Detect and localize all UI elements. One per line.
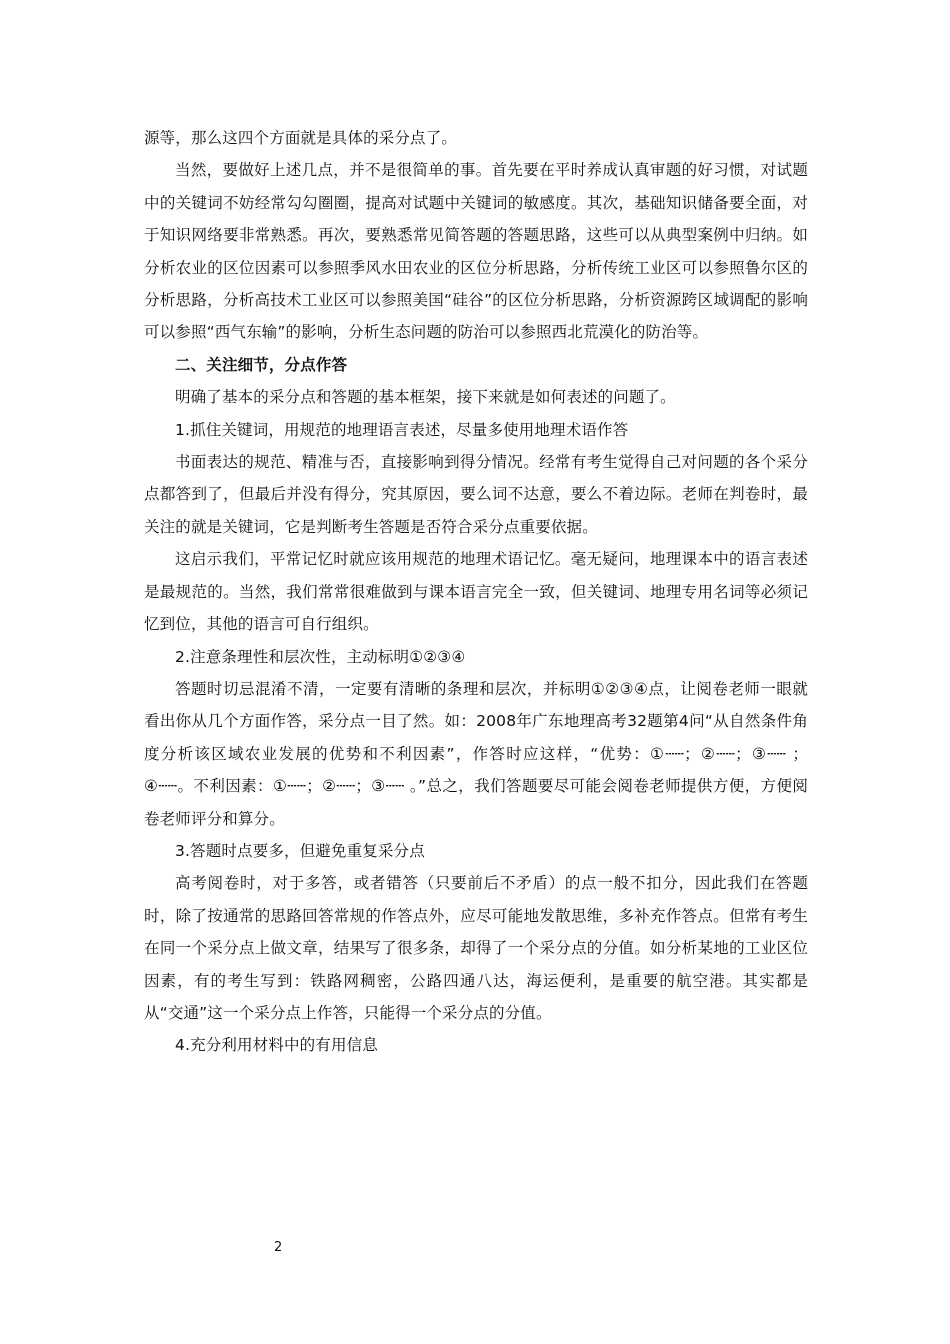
- page-number: 2: [274, 1240, 283, 1255]
- paragraph: 明确了基本的采分点和答题的基本框架，接下来就是如何表述的问题了。: [175, 388, 676, 407]
- subheading: 3.答题时点要多，但避免重复采分点: [175, 841, 425, 860]
- paragraph: 书面表达的规范、精准与否，直接影响到得分情况。经常有考生觉得自己对问题的各个采分点都答到了，但最后并没有得分，究其原因，要么词不达意，要么不着边际。老师在判卷时，最关注的就是关键词，它是判断考生答题是否符合采分点重要依据。: [144, 453, 808, 536]
- paragraph: 高考阅卷时，对于多答，或者错答（只要前后不矛盾）的点一般不扣分，因此我们在答题时，除了按通常的思路回答常规的作答点外，应尽可能地发散思维，多补充作答点。但常有考生在同一个采分点上做文章，结果写了很多条，却得了一个采分点的分值。如分析某地的工业区位因素，有的考生写到：铁路网稠密，公路四通八达，海运便利，是重要的航空港。其实都是从“交通”这一个采分点上作答，只能得一个采分点的分值。: [144, 874, 808, 1022]
- paragraph: 这启示我们，平常记忆时就应该用规范的地理术语记忆。毫无疑问，地理课本中的语言表述是最规范的。当然，我们常常很难做到与课本语言完全一致，但关键词、地理专用名词等必须记忆到位，其他的语言可自行组织。: [144, 550, 808, 634]
- section-heading: 二、关注细节，分点作答: [175, 355, 348, 374]
- document-body: [144, 122, 808, 1062]
- subheading: 4.充分利用材料中的有用信息: [175, 1036, 378, 1055]
- paragraph-continued: 源等，那么这四个方面就是具体的采分点了。: [144, 129, 458, 147]
- paragraph: 当然，要做好上述几点，并不是很简单的事。首先要在平时养成认真审题的好习惯，对试题中的关键词不妨经常勾勾圈圈，提高对试题中关键词的敏感度。其次，基础知识储备要全面，对于知识网络要非常熟悉。再次，要熟悉常见简答题的答题思路，这些可以从典型案例中归纳。如分析农业的区位因素可以参照季风水田农业的区位分析思路，分析传统工业区可以参照鲁尔区的分析思路，分析高技术工业区可以参照美国“硅谷”的区位分析思路，分析资源跨区域调配的影响可以参照“西气东输”的影响，分析生态问题的防治可以参照西北荒漠化的防治等。: [144, 161, 808, 342]
- paragraph: 答题时切忌混淆不清，一定要有清晰的条理和层次，并标明①②③④点，让阅卷老师一眼就看出你从几个方面作答，采分点一目了然。如：2008年广东地理高考32题第4问“从自然条件角度分析该区域农业发展的优势和不利因素”，作答时应这样，“优势：①┄┄；②┄┄；③┄┄ ；④┄┄。不利因素：①┄┄；②┄┄；③┄┄ 。”总之，我们答题要尽可能会阅卷老师提供方便，方便阅卷老师评分和算分。: [144, 679, 808, 828]
- subheading: 1.抓住关键词，用规范的地理语言表述，尽量多使用地理术语作答: [175, 420, 629, 439]
- subheading: 2.注意条理性和层次性，主动标明①②③④: [175, 647, 466, 666]
